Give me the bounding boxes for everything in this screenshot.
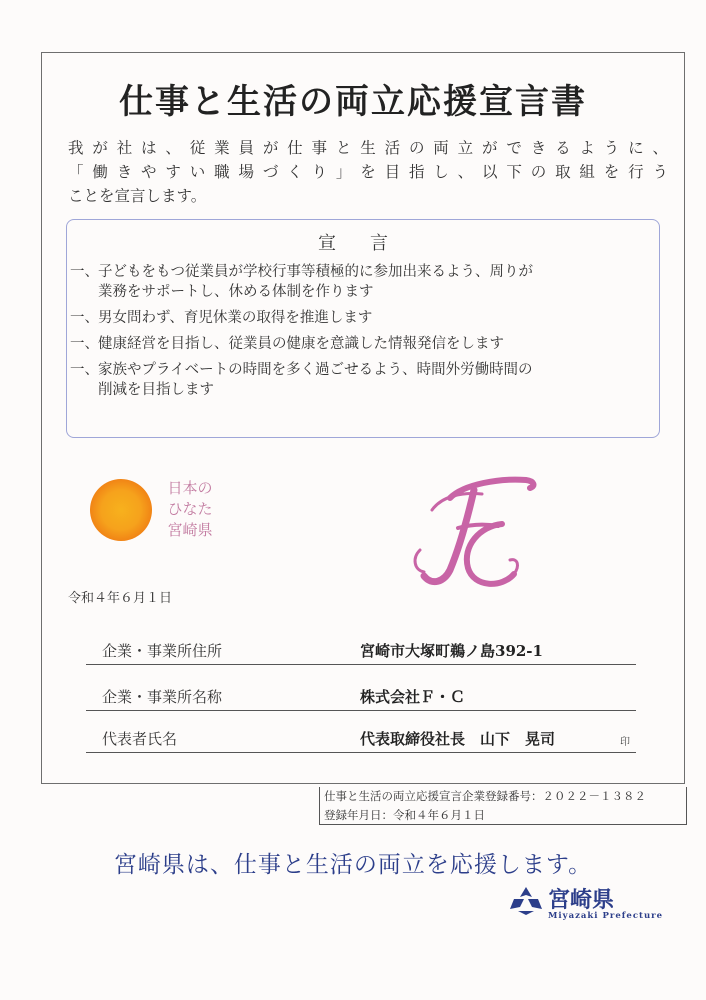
prefecture-english: Miyazaki Prefecture <box>548 911 664 921</box>
document-title: 仕事と生活の両立応援宣言書 <box>119 82 587 122</box>
intro-paragraph <box>68 136 668 208</box>
declaration-item <box>70 308 650 328</box>
declaration-heading: 宣言 <box>318 233 422 254</box>
item-text: 健康経営を目指し、従業員の健康を意識した情報発信をします <box>98 336 504 352</box>
prefecture-slogan: 宮崎県は、仕事と生活の両立を応援します。 <box>113 852 593 878</box>
prefecture-emblem-icon <box>508 885 544 917</box>
company-name-label: 企業・事業所名称 <box>102 688 223 706</box>
address-label: 企業・事業所住所 <box>102 642 223 660</box>
registration-number: 仕事と生活の両立応援宣言企業登録番号：２０２２－１３８２ <box>324 789 646 803</box>
representative-row <box>86 726 636 753</box>
hinata-logo-text <box>158 478 222 541</box>
miyazaki-prefecture-logo <box>508 883 678 925</box>
declaration-item <box>70 262 650 302</box>
address-value: 宮崎市大塚町鵜ノ島392-1 <box>360 642 543 660</box>
registration-date: 登録年月日：令和４年６月１日 <box>324 808 485 822</box>
registration-box <box>319 787 687 825</box>
hinata-line: 日本の <box>167 479 213 497</box>
representative-label: 代表者氏名 <box>102 730 178 748</box>
declaration-date: 令和４年６月１日 <box>68 591 173 606</box>
seal-mark: 印 <box>620 737 630 748</box>
fc-company-logo-icon <box>402 466 542 596</box>
intro-line-2: 「働きやすい職場づくり」を目指し、以下の取組を行う <box>68 163 668 181</box>
item-dash: 一、 <box>70 310 99 326</box>
item-text: 子どもをもつ従業員が学校行事等積極的に参加出来るよう、周りが <box>98 264 533 280</box>
declaration-item <box>70 360 650 400</box>
prefecture-name: 宮崎県 <box>548 887 615 913</box>
hinata-miyazaki-logo <box>86 474 228 554</box>
sun-icon <box>90 479 152 541</box>
company-name-value: 株式会社Ｆ・Ｃ <box>360 688 466 706</box>
item-dash: 一、 <box>70 362 99 378</box>
address-row <box>86 638 636 665</box>
declaration-item <box>70 334 650 354</box>
declaration-list <box>70 262 650 406</box>
intro-line-1: 我が社は、従業員が仕事と生活の両立ができるように、 <box>68 139 668 157</box>
item-dash: 一、 <box>70 336 99 352</box>
item-text-cont: 業務をサポートし、休める体制を作ります <box>98 284 374 300</box>
item-text: 家族やプライベートの時間を多く過ごせるよう、時間外労働時間の <box>98 362 533 378</box>
company-name-row <box>86 684 636 711</box>
item-dash: 一、 <box>70 264 99 280</box>
hinata-line: ひなた <box>167 500 213 518</box>
hinata-line: 宮崎県 <box>167 521 213 539</box>
item-text-cont: 削減を目指します <box>98 382 214 398</box>
representative-value: 代表取締役社長 山下 晃司 <box>360 730 556 748</box>
item-text: 男女問わず、育児休業の取得を推進します <box>98 310 373 326</box>
intro-line-3: ことを宣言します。 <box>68 187 207 205</box>
